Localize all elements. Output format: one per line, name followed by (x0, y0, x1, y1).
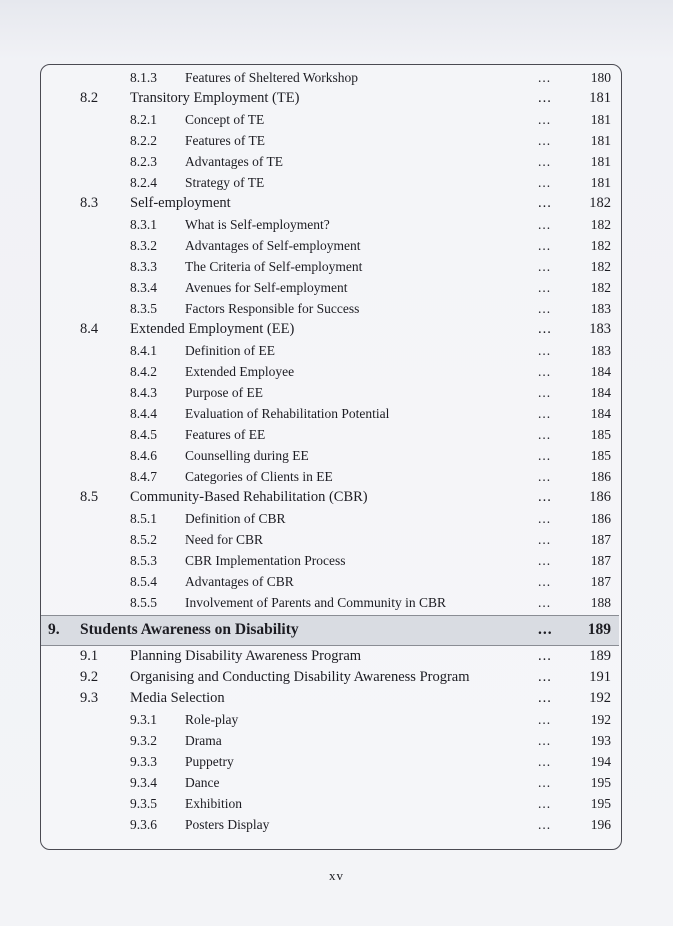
leader-dots: ... (538, 690, 552, 706)
entry-title: What is Self-employment? (185, 217, 330, 232)
entry-title: Students Awareness on Disability (80, 621, 299, 638)
entry-number: 8.4.1 (130, 343, 157, 358)
subsection-entry[interactable] (0, 814, 673, 835)
entry-title: Extended Employee (185, 364, 295, 379)
entry-number: 8.3 (80, 195, 99, 211)
leader-dots: ... (538, 796, 552, 811)
subsection-entry[interactable] (0, 466, 673, 487)
subsection-entry[interactable] (0, 214, 673, 235)
entry-number: 8.3.4 (130, 280, 157, 295)
entry-title: Involvement of Parents and Community in CBR (185, 595, 446, 610)
entry-title: Strategy of TE (185, 175, 265, 190)
entry-number: 8.2 (80, 90, 99, 106)
entry-number: 8.4.7 (130, 469, 157, 484)
entry-number: 8.4.2 (130, 364, 157, 379)
leader-dots: ... (538, 712, 552, 727)
entry-page: 189 (589, 648, 611, 664)
entry-title: Definition of CBR (185, 511, 286, 526)
entry-page: 192 (589, 690, 611, 706)
leader-dots: ... (538, 70, 552, 85)
entry-title: Media Selection (130, 690, 225, 706)
entry-page: 186 (589, 489, 611, 505)
subsection-entry[interactable] (0, 340, 673, 361)
subsection-entry[interactable] (0, 592, 673, 613)
entry-page: 183 (590, 301, 611, 316)
subsection-entry[interactable] (0, 151, 673, 172)
entry-number: 9. (48, 621, 60, 638)
entry-page: 193 (590, 733, 611, 748)
entry-number: 8.3.1 (130, 217, 157, 232)
leader-dots: ... (538, 301, 552, 316)
entry-number: 8.5.4 (130, 574, 157, 589)
entry-title: Role-play (185, 712, 239, 727)
entry-title: Dance (185, 775, 220, 790)
entry-page: 185 (590, 427, 611, 442)
leader-dots: ... (538, 669, 552, 685)
entry-title: Features of Sheltered Workshop (185, 70, 359, 85)
leader-dots: ... (538, 754, 552, 769)
leader-dots: ... (538, 427, 552, 442)
leader-dots: ... (538, 406, 552, 421)
subsection-entry[interactable] (0, 361, 673, 382)
subsection-entry[interactable] (0, 277, 673, 298)
entry-number: 8.4.3 (130, 385, 157, 400)
entry-title: Features of EE (185, 427, 266, 442)
entry-title: Advantages of TE (185, 154, 283, 169)
entry-number: 8.5.5 (130, 595, 157, 610)
entry-number: 8.5.2 (130, 532, 157, 547)
entry-page: 187 (590, 532, 611, 547)
entry-page: 188 (590, 595, 611, 610)
entry-title: Evaluation of Rehabilitation Potential (185, 406, 390, 421)
entry-number: 8.4.5 (130, 427, 157, 442)
subsection-entry[interactable] (0, 382, 673, 403)
leader-dots: ... (538, 817, 552, 832)
entry-page: 184 (590, 406, 611, 421)
leader-dots: ... (538, 511, 552, 526)
entry-title: CBR Implementation Process (185, 553, 346, 568)
leader-dots: ... (538, 133, 552, 148)
entry-page: 187 (590, 574, 611, 589)
entry-title: Posters Display (185, 817, 270, 832)
entry-page: 189 (587, 621, 611, 638)
entry-number: 8.4.6 (130, 448, 157, 463)
leader-dots: ... (538, 469, 552, 484)
entry-title: Features of TE (185, 133, 265, 148)
leader-dots: ... (538, 448, 552, 463)
leader-dots: ... (538, 595, 552, 610)
subsection-entry[interactable] (0, 67, 673, 88)
entry-page: 187 (590, 553, 611, 568)
subsection-entry[interactable] (0, 793, 673, 814)
entry-page: 182 (590, 217, 611, 232)
entry-number: 9.2 (80, 669, 99, 685)
entry-page: 186 (590, 469, 611, 484)
entry-number: 8.3.3 (130, 259, 157, 274)
subsection-entry[interactable] (0, 172, 673, 193)
section-entry[interactable] (0, 688, 673, 709)
entry-page: 182 (589, 195, 611, 211)
leader-dots: ... (538, 90, 552, 106)
entry-title: The Criteria of Self-employment (185, 259, 363, 274)
entry-page: 195 (590, 796, 611, 811)
leader-dots: ... (538, 238, 552, 253)
entry-title: Transitory Employment (TE) (130, 90, 300, 106)
entry-page: 183 (590, 343, 611, 358)
entry-number: 8.5.3 (130, 553, 157, 568)
leader-dots: ... (538, 574, 552, 589)
subsection-entry[interactable] (0, 298, 673, 319)
entry-title: Advantages of Self-employment (185, 238, 361, 253)
entry-page: 181 (589, 90, 611, 106)
entry-page: 184 (590, 364, 611, 379)
entry-number: 9.1 (80, 648, 99, 664)
subsection-entry[interactable] (0, 403, 673, 424)
section-entry[interactable] (0, 193, 673, 214)
subsection-entry[interactable] (0, 571, 673, 592)
leader-dots: ... (538, 280, 552, 295)
entry-title: Organising and Conducting Disability Awareness Program (130, 669, 470, 685)
entry-page: 194 (590, 754, 611, 769)
leader-dots: ... (538, 364, 552, 379)
entry-number: 9.3.4 (130, 775, 157, 790)
leader-dots: ... (538, 259, 552, 274)
entry-number: 9.3.6 (130, 817, 157, 832)
entry-title: Exhibition (185, 796, 242, 811)
chapter-entry[interactable] (0, 619, 673, 640)
entry-number: 8.2.1 (130, 112, 157, 127)
entry-number: 8.3.5 (130, 301, 157, 316)
subsection-entry[interactable] (0, 529, 673, 550)
leader-dots: ... (538, 195, 552, 211)
entry-title: Concept of TE (185, 112, 265, 127)
subsection-entry[interactable] (0, 772, 673, 793)
entry-number: 8.4 (80, 321, 99, 337)
entry-page: 182 (590, 280, 611, 295)
leader-dots: ... (538, 733, 552, 748)
entry-page: 180 (590, 70, 611, 85)
leader-dots: ... (538, 175, 552, 190)
section-entry[interactable] (0, 667, 673, 688)
entry-title: Factors Responsible for Success (185, 301, 360, 316)
entry-page: 185 (590, 448, 611, 463)
entry-number: 8.3.2 (130, 238, 157, 253)
entry-page: 181 (590, 154, 611, 169)
entry-page: 191 (589, 669, 611, 685)
entry-number: 9.3.3 (130, 754, 157, 769)
entry-title: Need for CBR (185, 532, 263, 547)
leader-dots: ... (538, 775, 552, 790)
entry-number: 8.1.3 (130, 70, 157, 85)
subsection-entry[interactable] (0, 709, 673, 730)
entry-number: 8.5.1 (130, 511, 157, 526)
entry-page: 181 (590, 133, 611, 148)
subsection-entry[interactable] (0, 730, 673, 751)
leader-dots: ... (538, 217, 552, 232)
entry-page: 181 (590, 175, 611, 190)
entry-page: 184 (590, 385, 611, 400)
entry-number: 8.4.4 (130, 406, 157, 421)
entry-title: Advantages of CBR (185, 574, 294, 589)
subsection-entry[interactable] (0, 109, 673, 130)
entry-number: 8.2.4 (130, 175, 157, 190)
leader-dots: ... (538, 321, 552, 337)
subsection-entry[interactable] (0, 445, 673, 466)
subsection-entry[interactable] (0, 235, 673, 256)
leader-dots: ... (538, 553, 552, 568)
entry-page: 181 (590, 112, 611, 127)
entry-title: Self-employment (130, 195, 231, 211)
entry-page: 183 (589, 321, 611, 337)
entry-page: 192 (590, 712, 611, 727)
subsection-entry[interactable] (0, 508, 673, 529)
entry-title: Extended Employment (EE) (130, 321, 295, 337)
entry-number: 9.3.2 (130, 733, 157, 748)
leader-dots: ... (538, 154, 552, 169)
entry-number: 9.3.5 (130, 796, 157, 811)
subsection-entry[interactable] (0, 424, 673, 445)
section-entry[interactable] (0, 646, 673, 667)
entry-title: Categories of Clients in EE (185, 469, 333, 484)
entry-number: 9.3.1 (130, 712, 157, 727)
entry-page: 195 (590, 775, 611, 790)
entry-title: Puppetry (185, 754, 234, 769)
leader-dots: ... (538, 343, 552, 358)
leader-dots: ... (538, 489, 552, 505)
section-entry[interactable] (0, 319, 673, 340)
subsection-entry[interactable] (0, 130, 673, 151)
entry-title: Counselling during EE (185, 448, 309, 463)
leader-dots: ... (538, 385, 552, 400)
entry-number: 8.5 (80, 489, 99, 505)
subsection-entry[interactable] (0, 550, 673, 571)
entry-title: Community-Based Rehabilitation (CBR) (130, 489, 368, 505)
subsection-entry[interactable] (0, 751, 673, 772)
leader-dots: ... (538, 621, 553, 638)
entry-title: Planning Disability Awareness Program (130, 648, 362, 664)
entry-page: 186 (590, 511, 611, 526)
entry-page: 182 (590, 238, 611, 253)
entry-number: 8.2.3 (130, 154, 157, 169)
entry-page: 182 (590, 259, 611, 274)
leader-dots: ... (538, 112, 552, 127)
entry-number: 8.2.2 (130, 133, 157, 148)
entry-number: 9.3 (80, 690, 99, 706)
entry-title: Purpose of EE (185, 385, 263, 400)
entry-page: 196 (590, 817, 611, 832)
entry-title: Avenues for Self-employment (185, 280, 348, 295)
entry-title: Definition of EE (185, 343, 275, 358)
section-entry[interactable] (0, 88, 673, 109)
leader-dots: ... (538, 648, 552, 664)
leader-dots: ... (538, 532, 552, 547)
section-entry[interactable] (0, 487, 673, 508)
footer-page-number: xv (329, 868, 344, 883)
subsection-entry[interactable] (0, 256, 673, 277)
entry-title: Drama (185, 733, 222, 748)
